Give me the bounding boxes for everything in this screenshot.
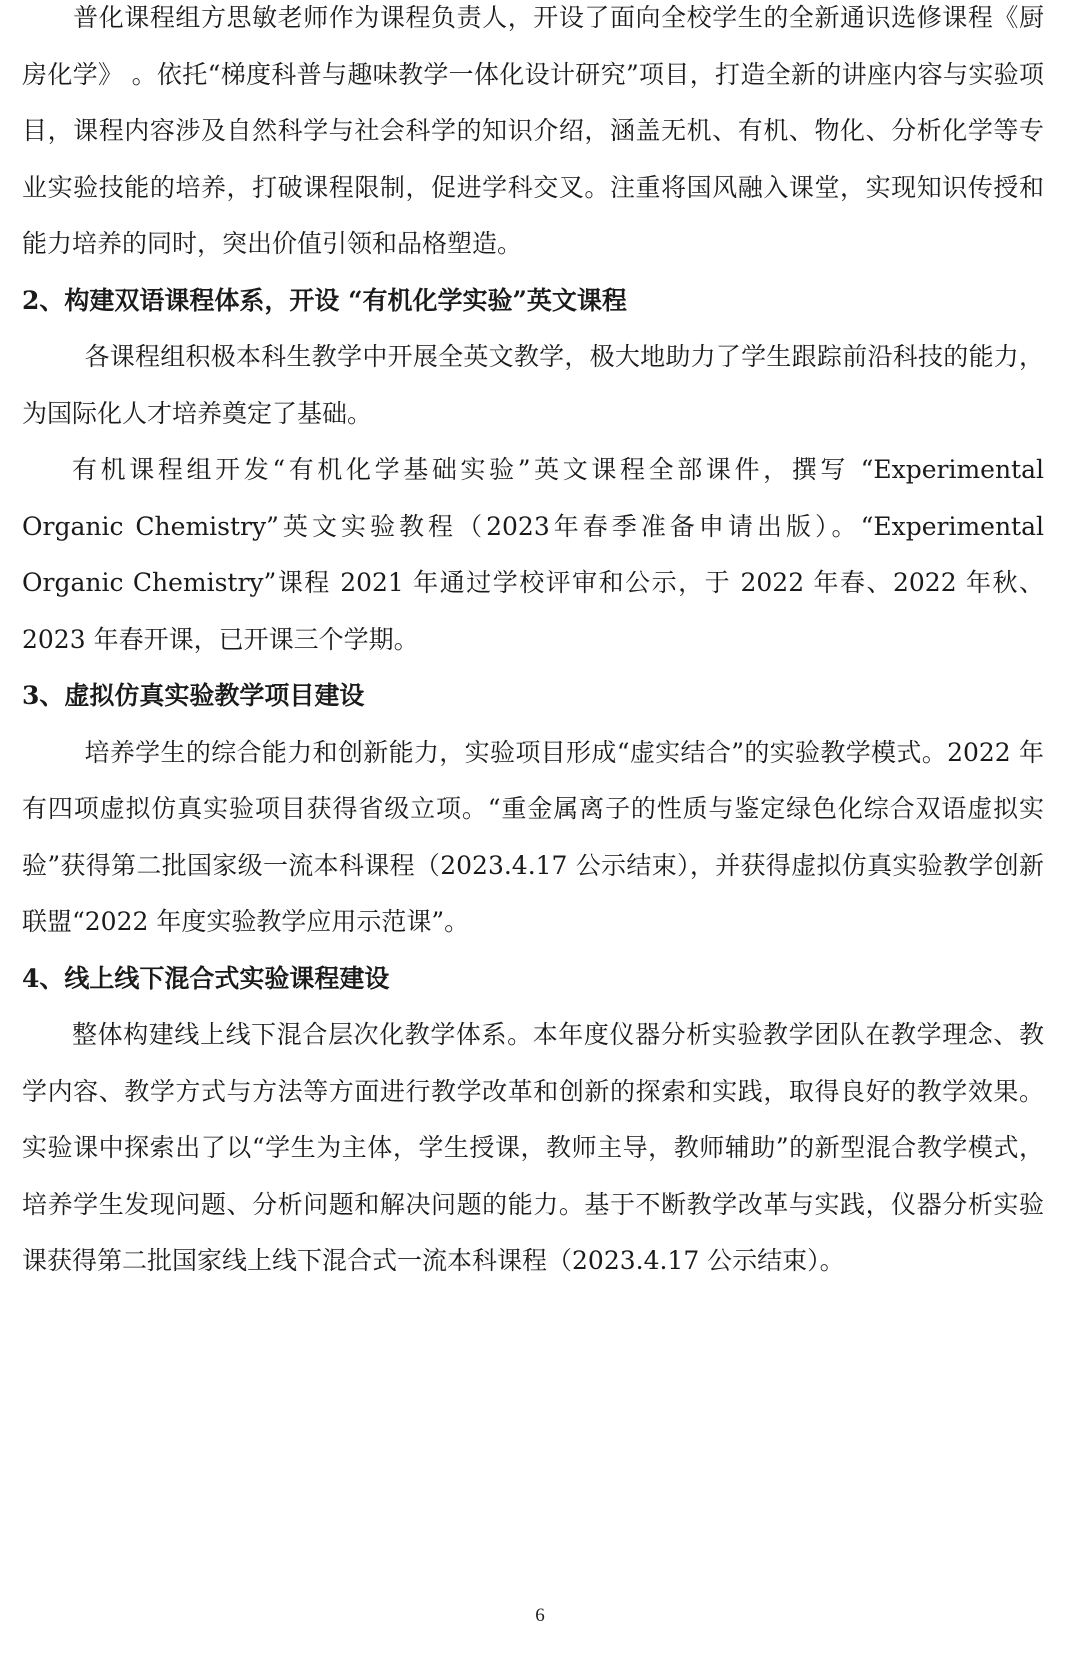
page-number: 6 (535, 1605, 545, 1626)
paragraph-kitchen-chemistry: 普化课程组方思敏老师作为课程负责人，开设了面向全校学生的全新通识选修课程《厨房化学》 。依托“梯度科普与趣味教学一体化设计研究”项目，打造全新的讲座内容与实验项目，课程内容涉及自然科学与社会科学的知识介绍，涵盖无机、有机、物化、分析化学等专业实验技能的培养，打破课程限制，促进学科交叉。注重将国风融入课堂，实现知识传授和能力培养的同时，突出价值引领和品格塑造。 (22, 3, 1044, 258)
paragraph-english-teaching: 各课程组积极本科生教学中开展全英文教学，极大地助力了学生跟踪前沿科技的能力，为国际化人才培养奠定了基础。 (22, 342, 1044, 428)
section-heading-virtual-simulation: 3、虚拟仿真实验教学项目建设 (22, 681, 365, 710)
section-heading-bilingual-courses: 2、构建双语课程体系，开设 “有机化学实验”英文课程 (22, 285, 627, 315)
section-heading-blended-courses: 4、线上线下混合式实验课程建设 (22, 963, 390, 993)
paragraph-blended-teaching: 整体构建线上线下混合层次化教学体系。本年度仪器分析实验教学团队在教学理念、教学内容、教学方式与方法等方面进行教学改革和创新的探索和实践，取得良好的教学效果。实验课中探索出了以“学生为主体，学生授课，教师主导，教师辅助”的新型混合教学模式，培养学生发现问题、分析问题和解决问题的能力。基于不断教学改革与实践，仪器分析实验课获得第二批国家线上线下混合式一流本科课程（2023.4.17 公示结束）。 (22, 1020, 1044, 1275)
paragraph-organic-english-course: 有机课程组开发“有机化学基础实验”英文课程全部课件，撰写 “Experimental Organic Chemistry”英文实验教程（2023年春季准备申请出版）。“Experimental Organic Chemistry”课程 2021 年通过学校评审和公示，于 2022 年春、2022 年秋、2023 年春开课，已开课三个学期。 (22, 455, 1044, 654)
document-body (22, 0, 1044, 1290)
paragraph-virtual-simulation: 培养学生的综合能力和创新能力，实验项目形成“虚实结合”的实验教学模式。2022 年有四项虚拟仿真实验项目获得省级立项。“重金属离子的性质与鉴定绿色化综合双语虚拟实验”获得第二批国家级一流本科课程（2023.4.17 公示结束），并获得虚拟仿真实验教学创新联盟“2022 年度实验教学应用示范课”。 (22, 737, 1044, 936)
